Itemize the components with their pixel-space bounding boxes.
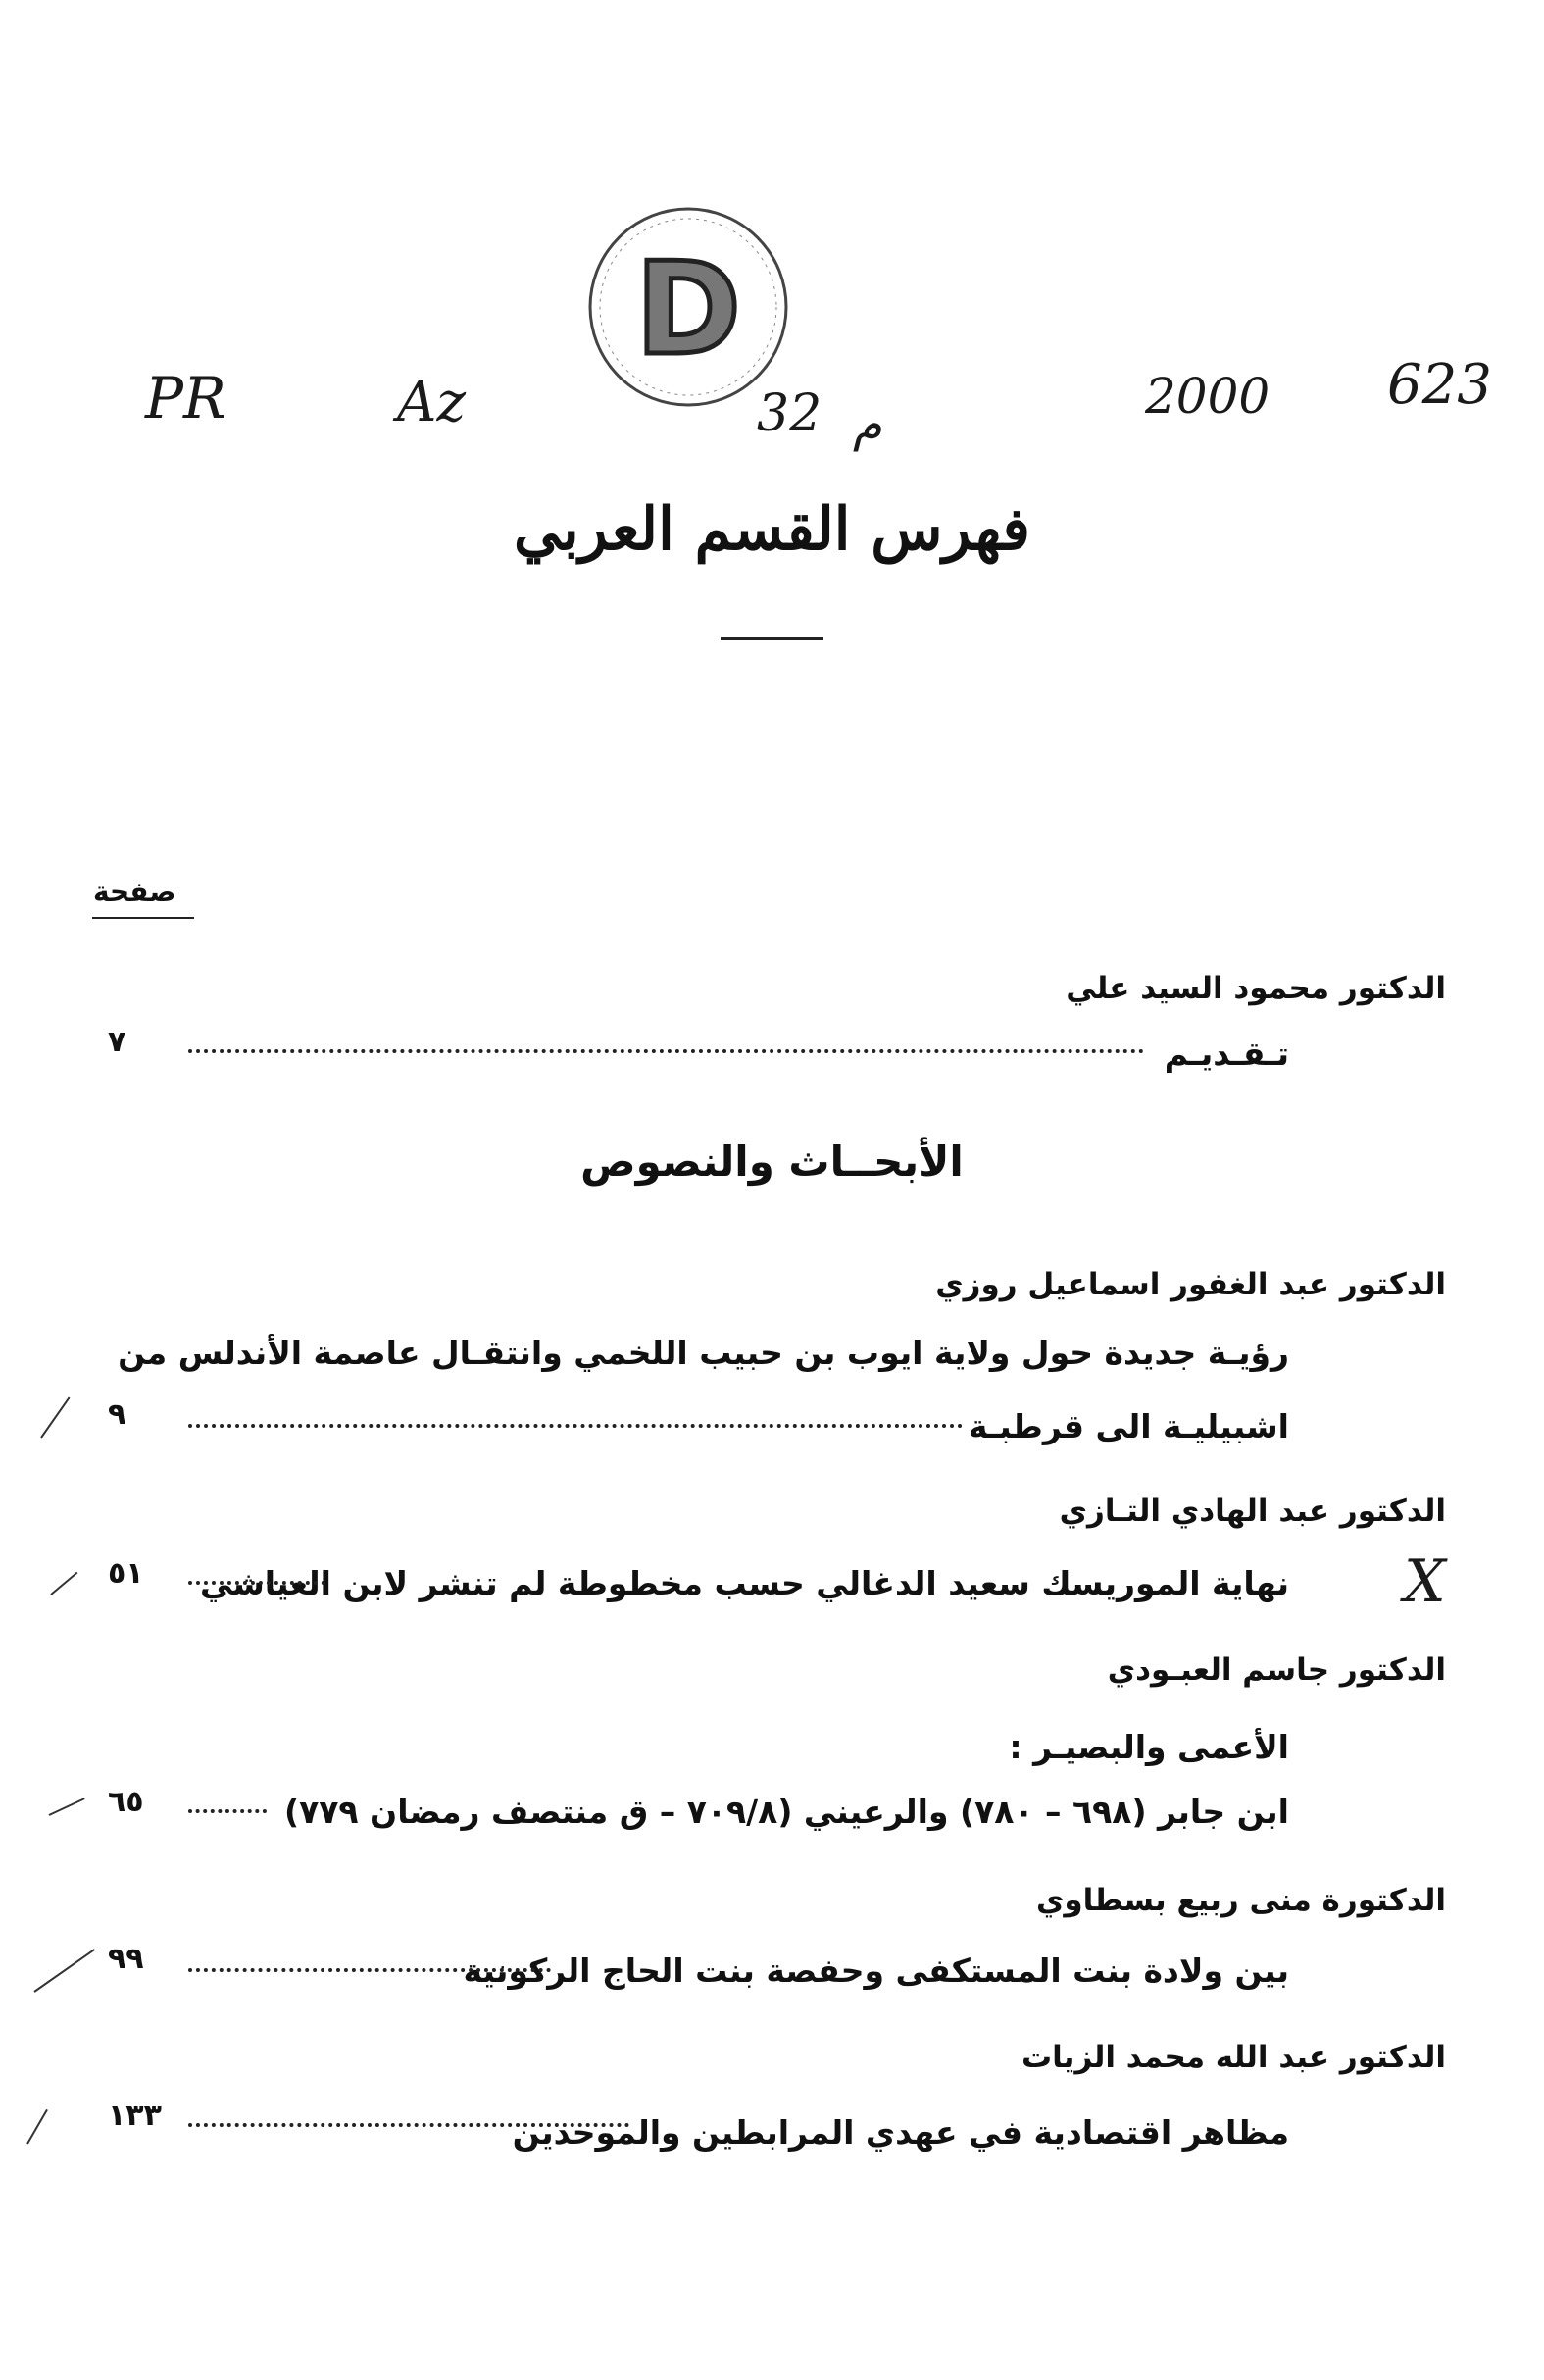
entry-3-line-2: ابن جابر (٦٩٨ – ٧٨٠) والرعيني (٧٠٩/٨ – ق منتصف رمضان ٧٧٩) [284,1793,1289,1831]
page-number-intro: ٧ [108,1025,126,1059]
title-underline [721,637,823,640]
margin-check-mark [33,1949,95,1993]
handwritten-year: 2000 [1145,368,1270,425]
entry-4-line-1: بين ولادة بنت المستكفى وحفصة بنت الحاج الركونية [463,1951,1289,1990]
leader-dots-entry-4 [188,1968,551,1972]
section-heading: الأبحــاث والنصوص [580,1138,964,1186]
handwritten-m-mark: م [853,397,882,452]
leader-dots-entry-5 [188,2123,629,2127]
entry-1-author: الدكتور عبد الغفور اسماعيل روزي [935,1267,1446,1302]
leader-dots-entry-2 [188,1581,325,1585]
margin-check-mark [49,1798,85,1816]
leader-dots-entry-1 [188,1424,963,1428]
intro-author: الدكتور محمود السيد علي [1066,971,1446,1006]
handwritten-volume: 623 [1387,353,1492,417]
entry-1-line-1: رؤيـة جديدة حول ولاية ايوب بن حبيب اللخمي وانتقـال عاصمة الأندلس من [118,1334,1289,1372]
page-column-label: صفحة [93,876,176,908]
entry-5-author: الدكتور عبد الله محمد الزيات [1021,2040,1446,2075]
handwritten-class-code: PR [145,365,226,431]
handwritten-sub-code: Az [397,371,466,434]
margin-check-mark [26,2109,48,2145]
library-stamp [578,191,804,417]
margin-check-mark [40,1396,70,1438]
handwritten-x-mark: X [1404,1547,1446,1616]
page-number-entry-2: ٥١ [108,1556,144,1591]
page-column-underline [92,917,194,919]
intro-entry: تـقـديـم [1164,1035,1289,1073]
entry-2-author: الدكتور عبد الهادي التـازي [1059,1494,1446,1529]
page-number-entry-4: ٩٩ [108,1942,144,1976]
entry-1-line-2: اشبيليـة الى قرطبـة [969,1407,1289,1445]
entry-2-line-1: نهاية الموريسك سعيد الدغالي حسب مخطوطة لم تنشر لابن العياشي [199,1564,1289,1602]
page-title: فهرس القسم العربي [514,495,1030,564]
entry-3-line-1: الأعمى والبصيـر : [1009,1728,1289,1766]
handwritten-number-mark: 32 [757,384,822,443]
page-number-entry-3: ٦٥ [108,1785,144,1819]
entry-3-author: الدكتور جاسم العبـودي [1107,1652,1446,1688]
stamp-letter: D [635,234,741,383]
leader-dots-entry-3 [188,1809,267,1813]
entry-4-author: الدكتورة منى ربيع بسطاوي [1035,1883,1446,1918]
page-number-entry-1: ٩ [108,1397,126,1432]
leader-dots-intro [188,1049,1144,1053]
entry-5-line-1: مظاهر اقتصادية في عهدي المرابطين والموحدين [512,2113,1289,2152]
margin-check-mark [50,1572,77,1595]
page-number-entry-5: ١٣٣ [108,2099,162,2133]
